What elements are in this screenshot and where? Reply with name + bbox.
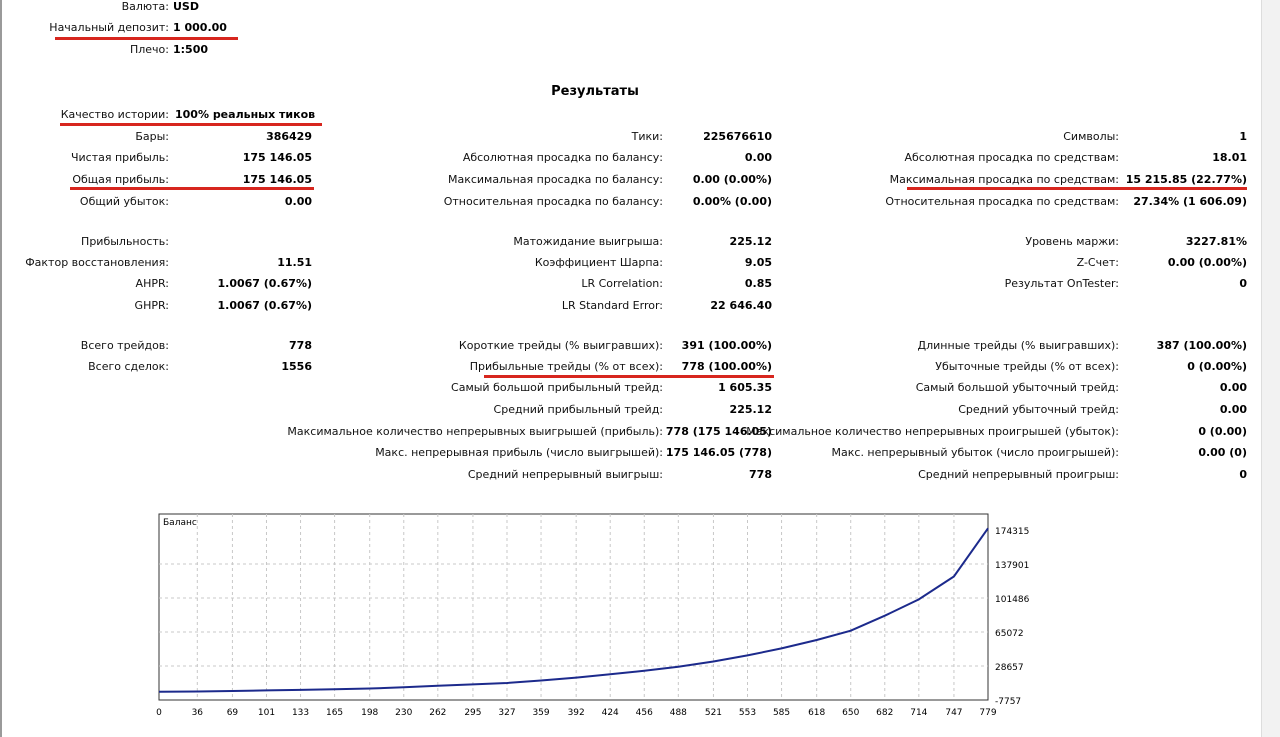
balance-chart [150, 508, 1040, 728]
profit-factor-label: Прибыльность: [81, 235, 169, 248]
balance-dd-rel-label: Относительная просадка по балансу: [443, 195, 663, 208]
chart-y-tick-label: 101486 [995, 595, 1030, 606]
chart-x-tick-label: 36 [191, 708, 204, 718]
sharpe-label: Коэффициент Шарпа: [534, 256, 663, 269]
chart-x-tick-label: 682 [876, 708, 894, 718]
balance-dd-abs-label: Абсолютная просадка по балансу: [462, 151, 663, 164]
total-trades-value: 778 [289, 339, 312, 352]
profit-trades-underline [484, 375, 774, 378]
avg-consec-wins-value: 778 [749, 468, 772, 481]
total-deals-value: 1556 [281, 360, 312, 373]
chart-x-tick-label: 165 [325, 708, 344, 718]
chart-y-tick-label: 137901 [995, 560, 1030, 571]
chart-x-tick-label: 359 [532, 708, 550, 718]
balance-dd-max-value: 0.00 (0.00%) [692, 173, 772, 186]
chart-x-tick-label: 198 [361, 708, 379, 718]
avg-loss-value: 0.00 [1219, 403, 1247, 416]
chart-y-tick-label: 28657 [995, 663, 1024, 674]
currency-value: USD [173, 0, 199, 13]
gross-loss-label: Общий убыток: [79, 195, 169, 208]
chart-plot-frame [159, 514, 988, 700]
currency-label: Валюта: [121, 0, 169, 13]
ghpr-value: 1.0067 (0.67%) [217, 299, 312, 312]
gross-profit-value: 175 146.05 [242, 173, 312, 186]
expected-payoff-value: 225.12 [729, 235, 772, 248]
history-quality-label: Качество истории: [60, 108, 169, 121]
sharpe-value: 9.05 [744, 256, 772, 269]
total-deals-label: Всего сделок: [88, 360, 169, 373]
chart-x-tick-label: 133 [291, 708, 310, 718]
profit-trades-value: 778 (100.00%) [681, 360, 772, 373]
chart-x-tick-label: 618 [808, 708, 826, 718]
history-quality-value: 100% реальных тиков [175, 108, 316, 121]
chart-x-tick-label: 69 [226, 708, 239, 718]
equity-dd-abs-value: 18.01 [1212, 151, 1247, 164]
ahpr-value: 1.0067 (0.67%) [217, 277, 312, 290]
max-consec-loss-label: Макс. непрерывный убыток (число проигрышей): [831, 446, 1119, 459]
deposit-label: Начальный депозит: [49, 21, 169, 34]
chart-y-tick-label: 174315 [995, 527, 1030, 537]
ahpr-label: AHPR: [135, 277, 169, 290]
chart-x-tick-label: 295 [464, 708, 482, 718]
chart-y-tick-label: -7757 [995, 697, 1022, 707]
vertical-scrollbar[interactable] [1261, 0, 1280, 737]
largest-profit-label: Самый большой прибыльный трейд: [451, 381, 663, 394]
chart-x-tick-label: 456 [635, 708, 653, 718]
loss-trades-value: 0 (0.00%) [1187, 360, 1247, 373]
lr-correlation-label: LR Correlation: [581, 277, 663, 290]
largest-loss-value: 0.00 [1219, 381, 1247, 394]
chart-x-tick-label: 392 [567, 708, 585, 718]
chart-x-tick-label: 521 [704, 708, 723, 718]
max-consec-losses-label: Максимальное количество непрерывных проигрышей (убыток): [746, 425, 1119, 438]
margin-level-label: Уровень маржи: [1025, 235, 1119, 248]
lr-correlation-value: 0.85 [744, 277, 772, 290]
symbols-label: Символы: [1063, 130, 1119, 143]
gross-loss-value: 0.00 [284, 195, 312, 208]
ghpr-label: GHPR: [134, 299, 169, 312]
chart-x-tick-label: 262 [429, 708, 447, 718]
chart-x-tick-label: 424 [601, 708, 619, 718]
equity-dd-abs-label: Абсолютная просадка по средствам: [904, 151, 1119, 164]
expected-payoff-label: Матожидание выигрыша: [513, 235, 663, 248]
avg-loss-label: Средний убыточный трейд: [958, 403, 1119, 416]
max-consec-wins-label: Максимальное количество непрерывных выигрышей (прибыль): [287, 425, 663, 438]
equity-dd-rel-label: Относительная просадка по средствам: [885, 195, 1119, 208]
chart-x-tick-label: 327 [498, 708, 516, 718]
recovery-factor-label: Фактор восстановления: [25, 256, 169, 269]
bars-label: Бары: [135, 130, 169, 143]
gross-profit-label: Общая прибыль: [72, 173, 169, 186]
chart-x-tick-label: 779 [979, 708, 997, 718]
symbols-value: 1 [1239, 130, 1247, 143]
chart-x-tick-label: 650 [842, 708, 860, 718]
net-profit-label: Чистая прибыль: [70, 151, 169, 164]
long-trades-label: Длинные трейды (% выигравших): [917, 339, 1119, 352]
chart-x-tick-label: 553 [738, 708, 757, 718]
lr-std-error-value: 22 646.40 [710, 299, 772, 312]
balance-dd-abs-value: 0.00 [744, 151, 772, 164]
max-consec-profit-label: Макс. непрерывная прибыль (число выигрышей): [375, 446, 663, 459]
balance-dd-max-label: Максимальная просадка по балансу: [447, 173, 663, 186]
deposit-value: 1 000.00 [173, 21, 227, 34]
ticks-value: 225676610 [703, 130, 772, 143]
equity-dd-max-value: 15 215.85 (22.77%) [1125, 173, 1247, 186]
bars-value: 386429 [266, 130, 312, 143]
total-trades-label: Всего трейдов: [80, 339, 169, 352]
chart-title: Баланс [163, 518, 197, 528]
recovery-factor-value: 11.51 [277, 256, 312, 269]
avg-consec-wins-label: Средний непрерывный выигрыш: [467, 468, 663, 481]
max-consec-wins-value: 778 (175 146.05) [665, 425, 772, 438]
avg-consec-losses-label: Средний непрерывный проигрыш: [918, 468, 1119, 481]
chart-x-tick-label: 0 [156, 708, 162, 718]
history-quality-underline [60, 123, 322, 126]
avg-profit-label: Средний прибыльный трейд: [493, 403, 663, 416]
ontester-value: 0 [1239, 277, 1247, 290]
loss-trades-label: Убыточные трейды (% от всех): [935, 360, 1119, 373]
results-title: Результаты [551, 84, 639, 99]
short-trades-label: Короткие трейды (% выигравших): [458, 339, 663, 352]
equity-dd-max-underline [907, 187, 1247, 190]
largest-loss-label: Самый большой убыточный трейд: [915, 381, 1119, 394]
window-left-border [0, 0, 2, 737]
gross-profit-underline [70, 187, 314, 190]
z-score-label: Z-Счет: [1076, 256, 1119, 269]
leverage-label: Плечо: [129, 43, 169, 56]
chart-x-tick-label: 101 [257, 708, 276, 718]
avg-profit-value: 225.12 [729, 403, 772, 416]
chart-y-tick-label: 65072 [995, 628, 1024, 639]
max-consec-loss-value: 0.00 (0) [1198, 446, 1247, 459]
margin-level-value: 3227.81% [1185, 235, 1247, 248]
max-consec-losses-value: 0 (0.00) [1198, 425, 1247, 438]
equity-dd-rel-value: 27.34% (1 606.09) [1133, 195, 1247, 208]
largest-profit-value: 1 605.35 [718, 381, 772, 394]
lr-std-error-label: LR Standard Error: [561, 299, 663, 312]
equity-dd-max-label: Максимальная просадка по средствам: [889, 173, 1119, 186]
balance-dd-rel-value: 0.00% (0.00) [692, 195, 772, 208]
ticks-label: Тики: [631, 130, 663, 143]
chart-x-tick-label: 585 [772, 708, 791, 718]
deposit-underline [55, 37, 238, 40]
avg-consec-losses-value: 0 [1239, 468, 1247, 481]
leverage-value: 1:500 [173, 43, 209, 56]
profit-trades-label: Прибыльные трейды (% от всех): [469, 360, 663, 373]
chart-x-tick-label: 714 [910, 708, 928, 718]
chart-x-tick-label: 488 [669, 708, 687, 718]
chart-x-tick-label: 230 [395, 708, 413, 718]
chart-x-tick-label: 747 [945, 708, 963, 718]
z-score-value: 0.00 (0.00%) [1167, 256, 1247, 269]
net-profit-value: 175 146.05 [242, 151, 312, 164]
long-trades-value: 387 (100.00%) [1156, 339, 1247, 352]
short-trades-value: 391 (100.00%) [681, 339, 772, 352]
ontester-label: Результат OnTester: [1004, 277, 1119, 290]
max-consec-profit-value: 175 146.05 (778) [665, 446, 772, 459]
